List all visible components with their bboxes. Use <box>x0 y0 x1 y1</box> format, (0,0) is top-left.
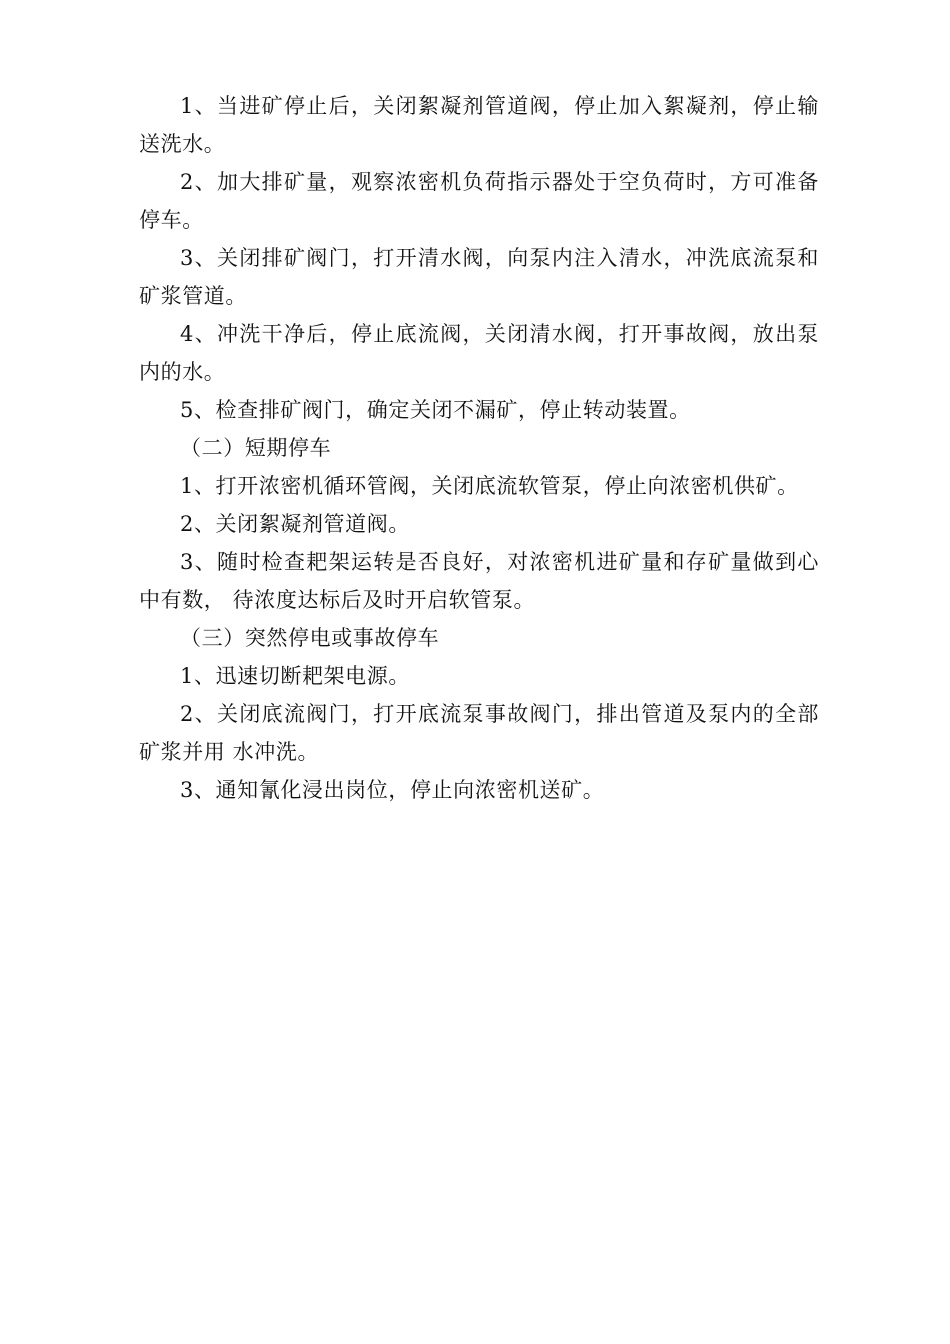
paragraph-step-4: 4、冲洗干净后，停止底流阀，关闭清水阀，打开事故阀，放出泵内的水。 <box>139 322 819 384</box>
paragraph-step-3: 3、关闭排矿阀门，打开清水阀，向泵内注入清水，冲洗底流泵和矿浆管道。 <box>139 246 819 308</box>
section-heading-emergency-stop: （三）突然停电或事故停车 <box>180 626 440 650</box>
short-stop-item-1: 1、打开浓密机循环管阀，关闭底流软管泵，停止向浓密机供矿。 <box>180 474 799 498</box>
document-body <box>139 87 819 809</box>
short-stop-item-2: 2、关闭絮凝剂管道阀。 <box>180 512 410 536</box>
emergency-stop-item-2: 2、关闭底流阀门，打开底流泵事故阀门，排出管道及泵内的全部矿浆并用 水冲洗。 <box>139 702 819 764</box>
section-heading-short-stop: （二）短期停车 <box>180 436 332 460</box>
paragraph-step-5: 5、检查排矿阀门，确定关闭不漏矿，停止转动装置。 <box>180 398 691 422</box>
emergency-stop-item-1: 1、迅速切断耙架电源。 <box>180 664 410 688</box>
emergency-stop-item-3: 3、通知氰化浸出岗位，停止向浓密机送矿。 <box>180 778 605 802</box>
short-stop-item-3: 3、随时检查耙架运转是否良好，对浓密机进矿量和存矿量做到心中有数， 待浓度达标后及时开启软管泵。 <box>139 550 819 612</box>
paragraph-step-1: 1、当进矿停止后，关闭絮凝剂管道阀，停止加入絮凝剂，停止输送洗水。 <box>139 94 819 156</box>
paragraph-step-2: 2、加大排矿量，观察浓密机负荷指示器处于空负荷时，方可准备停车。 <box>139 170 819 232</box>
